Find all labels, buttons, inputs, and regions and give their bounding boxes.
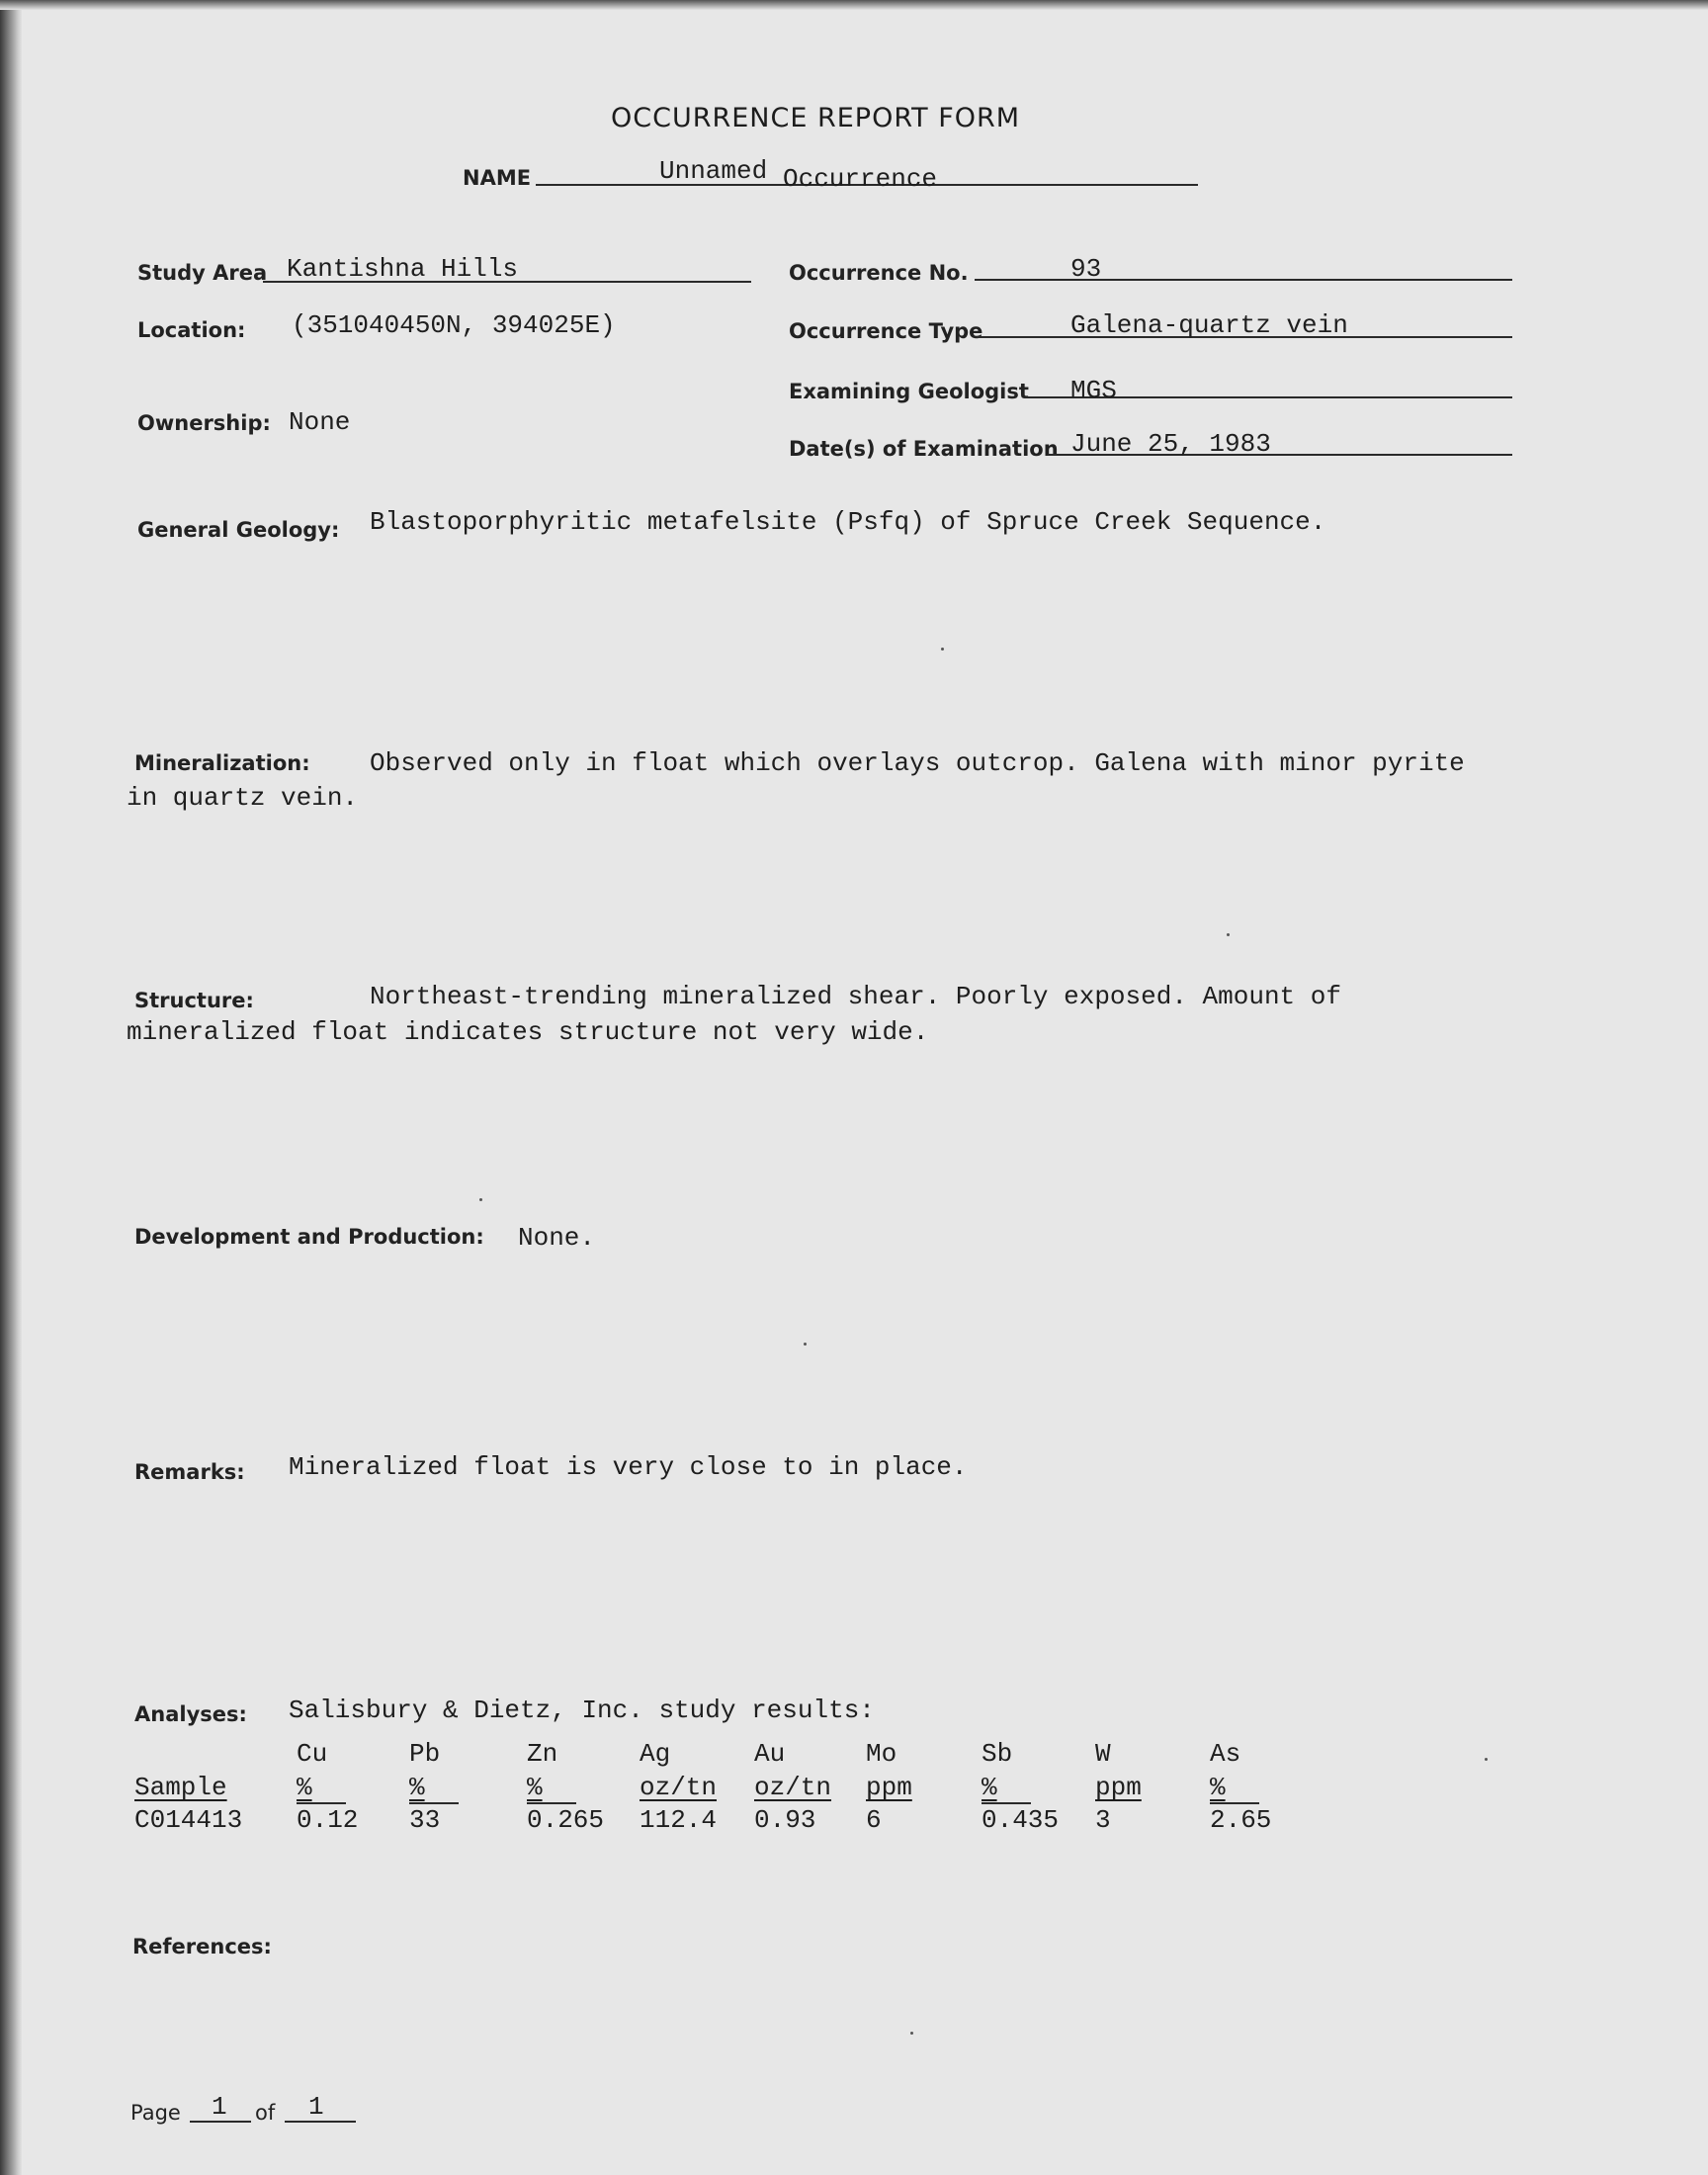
unit-header-sb: % — [982, 1773, 997, 1802]
unit-underline-pb — [409, 1802, 459, 1804]
unit-header-au: oz/tn — [754, 1773, 832, 1802]
sample-id: C014413 — [134, 1805, 243, 1835]
general-geology-label: General Geology: — [137, 518, 340, 542]
element-header-pb: Pb — [409, 1739, 441, 1769]
unit-header-cu: % — [297, 1773, 312, 1802]
value-w: 3 — [1095, 1805, 1111, 1835]
mineralization-line-1: Observed only in float which overlays outcrop. Galena with minor pyrite — [370, 748, 1465, 778]
unit-underline-sb — [982, 1802, 1031, 1804]
mineralization-line-2: in quartz vein. — [127, 783, 359, 813]
remarks-label: Remarks: — [134, 1460, 245, 1484]
mineralization-label: Mineralization: — [134, 751, 310, 775]
development-text: None. — [518, 1223, 596, 1253]
value-zn: 0.265 — [527, 1805, 605, 1835]
occurrence-no-underline — [975, 279, 1512, 281]
scan-speck — [1227, 933, 1230, 936]
sample-header: Sample — [134, 1773, 227, 1802]
element-header-au: Au — [754, 1739, 786, 1769]
unit-underline-zn — [527, 1802, 576, 1804]
date-value: June 25, 1983 — [1070, 429, 1271, 459]
scan-speck — [479, 1198, 482, 1201]
occurrence-no-value: 93 — [1070, 254, 1102, 284]
occurrence-type-value: Galena-quartz vein — [1070, 310, 1348, 340]
unit-header-pb: % — [409, 1773, 425, 1802]
value-pb: 33 — [409, 1805, 441, 1835]
scan-top-edge — [0, 0, 1708, 10]
references-label: References: — [132, 1935, 272, 1958]
analyses-intro: Salisbury & Dietz, Inc. study results: — [289, 1696, 875, 1725]
development-label: Development and Production: — [134, 1225, 484, 1249]
value-au: 0.93 — [754, 1805, 816, 1835]
study-area-label: Study Area — [137, 261, 268, 285]
element-header-cu: Cu — [297, 1739, 328, 1769]
value-as: 2.65 — [1210, 1805, 1272, 1835]
scan-speck — [804, 1343, 807, 1346]
name-value-unnamed: Unnamed — [659, 156, 768, 186]
occurrence-type-label: Occurrence Type — [789, 319, 983, 343]
element-header-mo: Mo — [866, 1739, 897, 1769]
scan-speck — [1485, 1758, 1488, 1761]
scan-speck — [941, 648, 944, 651]
element-header-as: As — [1210, 1739, 1241, 1769]
of-label: of — [255, 2101, 276, 2125]
unit-header-ag: oz/tn — [640, 1773, 718, 1802]
element-header-sb: Sb — [982, 1739, 1013, 1769]
location-value: (351040450N, 394025E) — [292, 310, 616, 340]
geologist-value: MGS — [1070, 376, 1117, 405]
general-geology-text: Blastoporphyritic metafelsite (Psfq) of Spruce Creek Sequence. — [370, 507, 1326, 537]
value-ag: 112.4 — [640, 1805, 718, 1835]
scan-speck — [910, 2032, 913, 2035]
name-label: NAME — [463, 166, 532, 190]
unit-header-w: ppm — [1095, 1773, 1142, 1802]
value-sb: 0.435 — [982, 1805, 1060, 1835]
date-label: Date(s) of Examination — [789, 437, 1059, 461]
page-number: 1 — [212, 2092, 227, 2122]
ownership-label: Ownership: — [137, 411, 271, 435]
analyses-label: Analyses: — [134, 1702, 247, 1726]
unit-header-as: % — [1210, 1773, 1226, 1802]
unit-underline-as — [1210, 1802, 1259, 1804]
form-title: OCCURRENCE REPORT FORM — [611, 103, 1021, 133]
element-header-zn: Zn — [527, 1739, 558, 1769]
structure-line-2: mineralized float indicates structure not very wide. — [127, 1017, 929, 1047]
geologist-label: Examining Geologist — [789, 380, 1029, 403]
remarks-text: Mineralized float is very close to in place. — [289, 1452, 968, 1482]
ownership-value: None — [289, 407, 351, 437]
element-header-ag: Ag — [640, 1739, 671, 1769]
occurrence-no-label: Occurrence No. — [789, 261, 969, 285]
unit-underline-cu — [297, 1802, 346, 1804]
element-header-w: W — [1095, 1739, 1111, 1769]
location-label: Location: — [137, 318, 246, 342]
unit-header-mo: ppm — [866, 1773, 912, 1802]
scan-left-edge — [0, 0, 22, 2175]
structure-line-1: Northeast-trending mineralized shear. Poorly exposed. Amount of — [370, 982, 1341, 1011]
study-area-value: Kantishna Hills — [287, 254, 519, 284]
page-total: 1 — [308, 2092, 324, 2122]
name-value-occurrence: Occurrence — [783, 164, 938, 194]
value-cu: 0.12 — [297, 1805, 359, 1835]
page-label: Page — [130, 2101, 181, 2125]
value-mo: 6 — [866, 1805, 882, 1835]
structure-label: Structure: — [134, 989, 254, 1012]
unit-header-zn: % — [527, 1773, 543, 1802]
